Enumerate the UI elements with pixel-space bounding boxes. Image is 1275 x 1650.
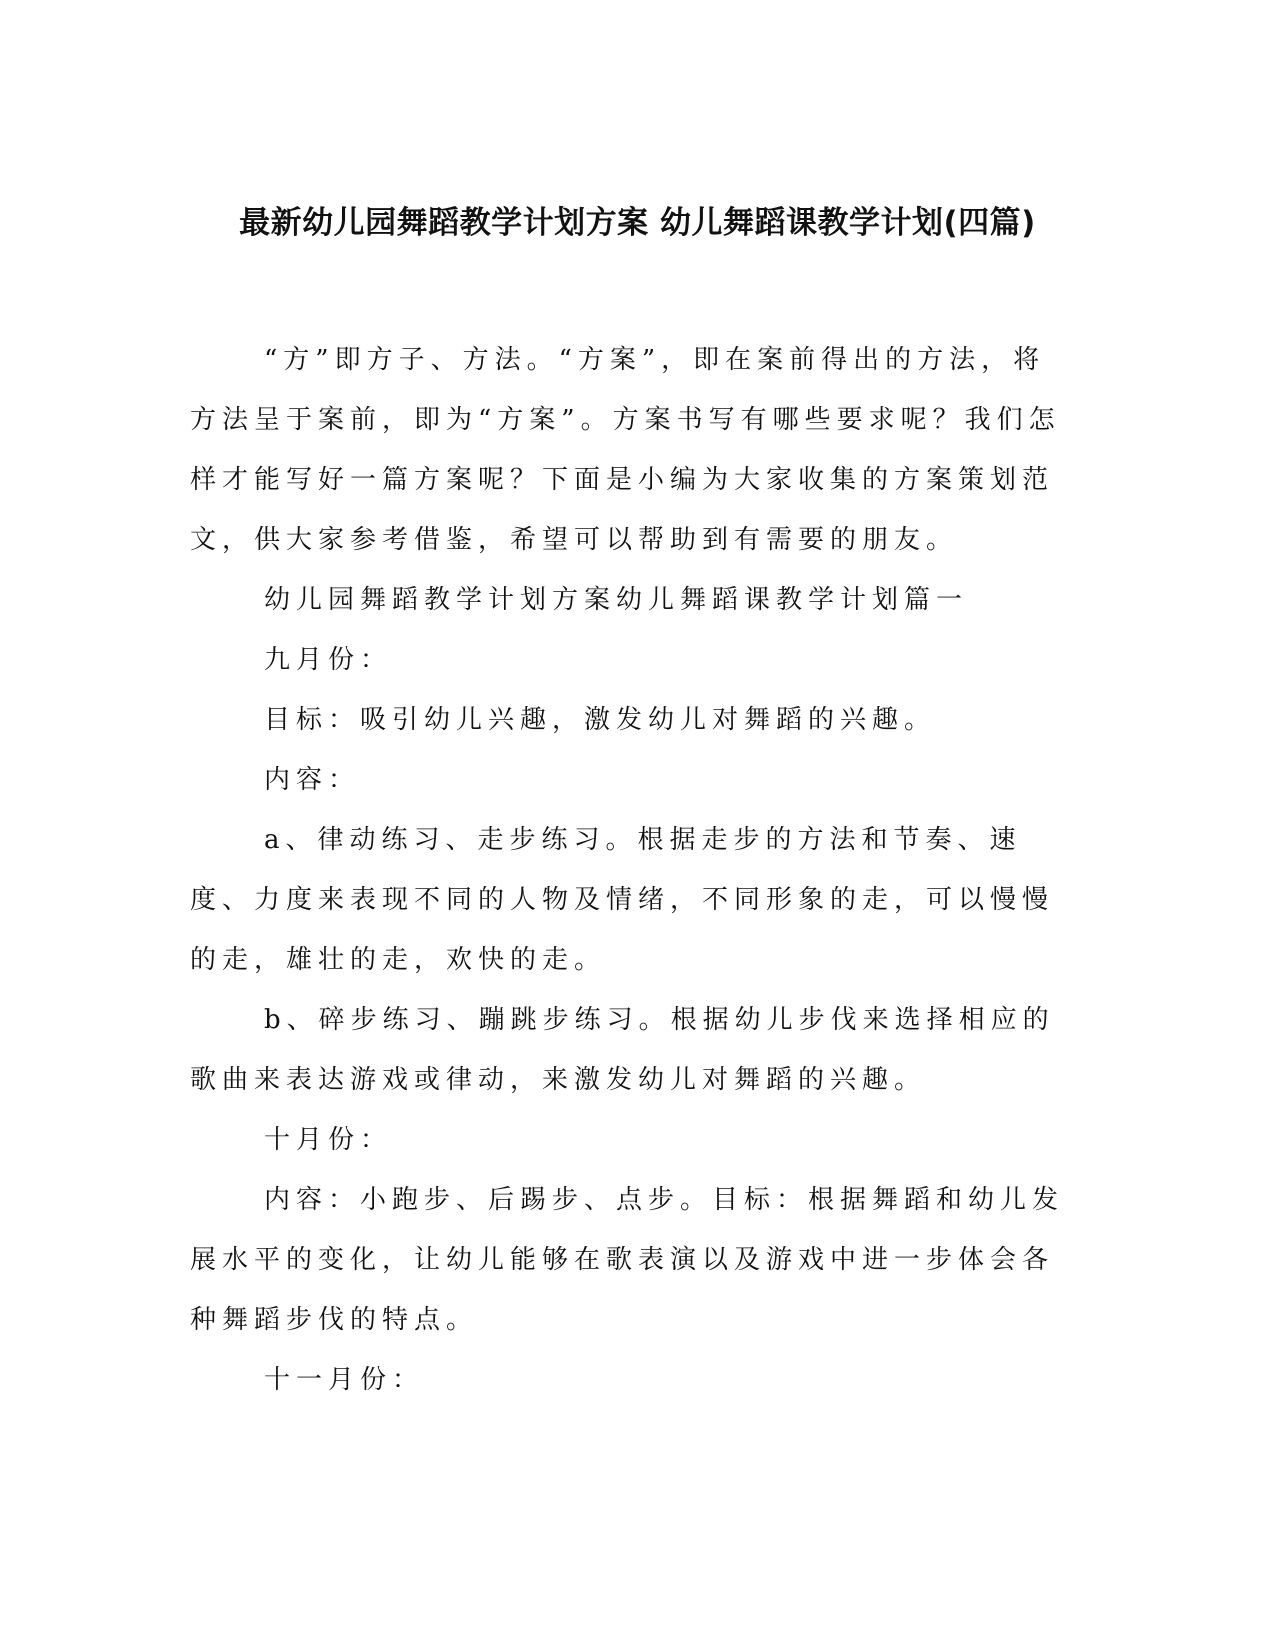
content-item-b: b、碎步练习、蹦跳步练习。根据幼儿步伐来选择相应的歌曲来表达游戏或律动，来激发幼儿对舞蹈的兴趣。 [190,1005,1055,1095]
document-body [190,330,1070,1410]
month-heading-november: 十一月份： [264,1365,425,1395]
month-heading-september: 九月份： [264,645,393,675]
content-heading: 内容： [264,765,361,795]
october-content-paragraph: 内容：小跑步、后踢步、点步。目标：根据舞蹈和幼儿发展水平的变化，让幼儿能够在歌表演以及游戏中进一步体会各种舞蹈步伐的特点。 [190,1185,1065,1335]
document-title: 最新幼儿园舞蹈教学计划方案 幼儿舞蹈课教学计划(四篇) [239,205,1036,241]
goal-paragraph: 目标：吸引幼儿兴趣，激发幼儿对舞蹈的兴趣。 [264,705,937,735]
month-heading-october: 十月份： [264,1125,393,1155]
content-item-a: a、律动练习、走步练习。根据走步的方法和节奏、速度、力度来表现不同的人物及情绪，不同形象的走，可以慢慢的走，雄壮的走，欢快的走。 [190,825,1055,975]
intro-paragraph: “方”即方子、方法。“方案”，即在案前得出的方法，将方法呈于案前，即为“方案”。方案书写有哪些要求呢？我们怎样才能写好一篇方案呢？下面是小编为大家收集的方案策划范文，供大家参考借鉴，希望可以帮助到有需要的朋友。 [190,345,1061,555]
section-heading: 幼儿园舞蹈教学计划方案幼儿舞蹈课教学计划篇一 [264,585,969,615]
